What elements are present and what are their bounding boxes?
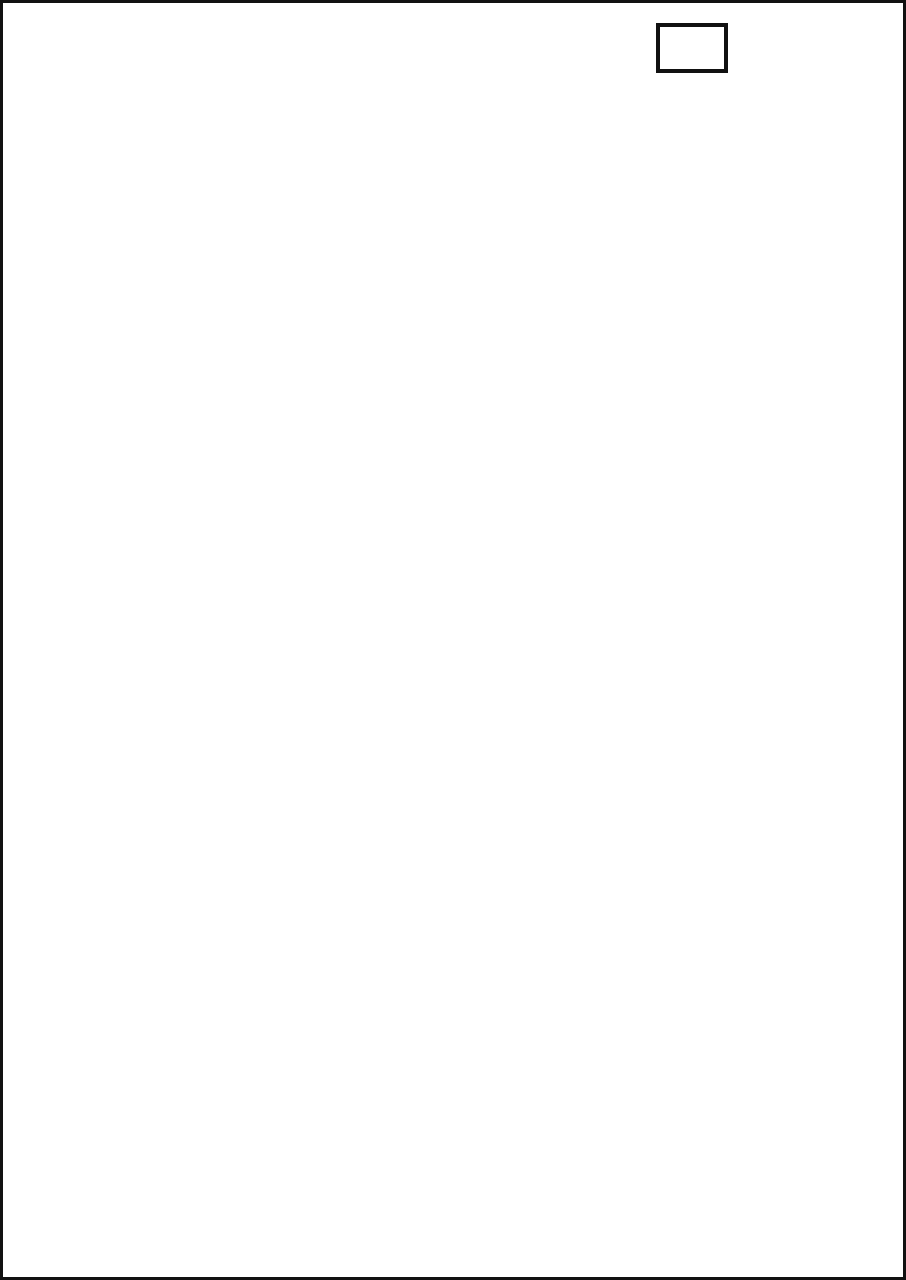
importa-logo <box>655 21 873 77</box>
